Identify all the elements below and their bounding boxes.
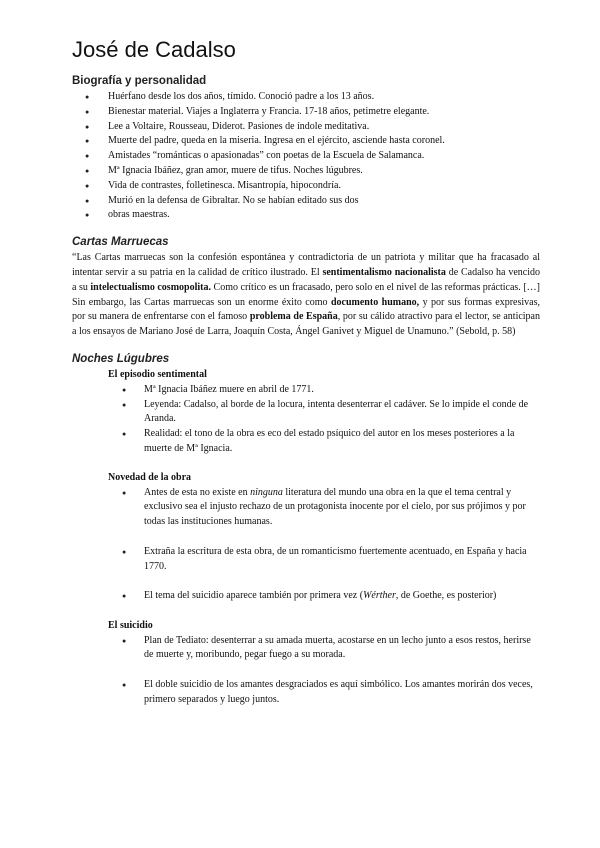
item-italic: ninguna <box>250 486 283 498</box>
quote-bold: intelectualismo cosmopolita. <box>90 281 211 293</box>
subsection-title: El episodio sentimental <box>108 368 207 380</box>
list-item <box>108 589 540 604</box>
episodio-list <box>108 383 540 457</box>
quote-text: , por su cálido atractivo para el lector, se anticipan a los ensayos de Mariano José de Larra, Joaquín Costa, Ángel Ganivet y Miguel de Unamuno.” (Sebold, p. 58) <box>72 311 540 338</box>
item-text: literatura del mundo una obra en la que el tema central y exclusivo sea el injusto rechazo de un protagonista inocente por el cielo, por sus prójimos y por todas las instituciones humanas. <box>144 486 526 528</box>
list-item: ● Lee a Voltaire, Rousseau, Diderot. Pasiones de índole meditativa. <box>72 120 540 135</box>
list-item: ● Amistades “románticas o apasionadas” con poetas de la Escuela de Salamanca. <box>72 149 540 164</box>
list-item: ● Leyenda: Cadalso, al borde de la locura, intenta desenterrar el cadáver. Se lo impide el conde de Aranda. <box>108 398 540 428</box>
quote-bold: documento humano, <box>330 296 420 308</box>
list-item: ● Bienestar material. Viajes a Inglaterra y Francia. 17-18 años, petimetre elegante. <box>72 105 540 120</box>
list-item: ● obras maestras. <box>72 208 540 223</box>
quote-text: Como crítico es un fracasado, pero solo en el nivel de las reformas prácticas. […] Sin embargo, las Cartas marruecas son un enorme éxito como <box>72 281 540 308</box>
list-item: ● Muerte del padre, queda en la miseria. Ingresa en el ejército, asciende hasta coronel. <box>72 134 540 149</box>
subsection-title: El suicidio <box>108 619 153 631</box>
suicidio-list <box>108 634 540 708</box>
section-heading: Biografía y personalidad <box>72 75 207 87</box>
list-item: ● Murió en la defensa de Gibraltar. No se habían editado sus dos <box>72 194 540 209</box>
section-heading: Noches Lúgubres <box>72 352 170 365</box>
quote-bold: problema de España <box>249 311 338 323</box>
item-text: El tema del suicidio aparece también por primera vez ( <box>144 590 364 602</box>
section-biografia <box>72 74 540 223</box>
section-heading: Cartas Marruecas <box>72 236 169 249</box>
list-item: ● Mª Ignacia Ibáñez, gran amor, muere de tifus. Noches lúgubres. <box>72 164 540 179</box>
bio-list <box>72 90 540 223</box>
list-item: ● El doble suicidio de los amantes desgraciados es aquí simbólico. Los amantes morirán dos veces, primero separados y luego juntos. <box>108 678 540 708</box>
list-item: ● Vida de contrastes, folletinesca. Misantropía, hipocondría. <box>72 179 540 194</box>
section-noches <box>72 352 540 708</box>
cartas-quote <box>72 251 540 340</box>
list-item <box>108 486 540 530</box>
novedad-list <box>108 486 540 604</box>
item-italic: Wérther <box>363 590 396 602</box>
item-text: , de Goethe, es posterior) <box>395 590 497 602</box>
list-item: ● Realidad: el tono de la obra es eco del estado psíquico del autor en los meses posteriores a la muerte de Mª Ignacia. <box>108 427 540 457</box>
list-item: ● Extraña la escritura de esta obra, de un romanticismo fuertemente acentuado, en España y hacia 1770. <box>108 545 540 575</box>
quote-text: “Las Cartas marruecas son la confesión espontánea y contradictoria de un patriota y militar que ha fracasado al intentar servir a su patria en la calidad de crítico ilustrado. El <box>72 252 540 278</box>
list-item: ● Plan de Tediato: desenterrar a su amada muerta, acostarse en un lecho junto a esos restos, herirse de muerte y, moribundo, pegar fuego a su morada. <box>108 634 540 664</box>
page-title: José de Cadalso <box>72 37 236 62</box>
quote-text: y por sus formas expresivas, por su manera de enfrentarse con el famoso <box>72 296 540 323</box>
item-text: Antes de esta no existe en <box>144 486 251 498</box>
quote-text: de Cadalso ha vencido a su <box>72 266 540 293</box>
list-item: ● Huérfano desde los dos años, tímido. Conoció padre a los 13 años. <box>72 90 540 105</box>
list-item: ● Mª Ignacia Ibáñez muere en abril de 1771. <box>108 383 540 398</box>
subsection-title: Novedad de la obra <box>108 471 192 483</box>
quote-bold: sentimentalismo nacionalista <box>322 266 446 278</box>
section-cartas <box>72 235 540 340</box>
